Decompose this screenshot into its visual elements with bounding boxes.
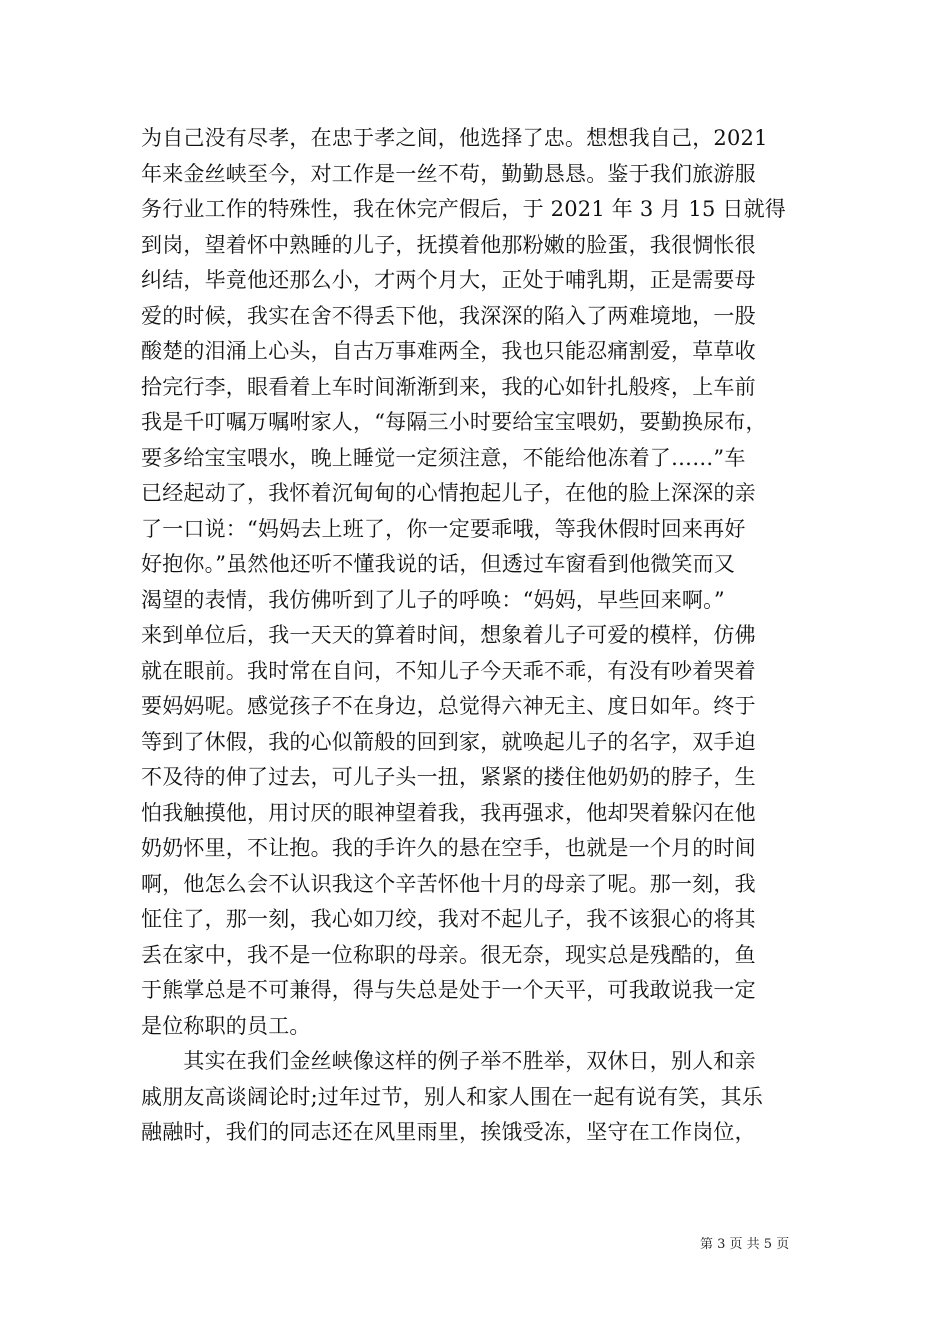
text-line: 丢在家中，我不是一位称职的母亲。很无奈，现实总是残酷的，鱼 <box>141 942 756 967</box>
text-line: 戚朋友高谈阔论时;过年过节，别人和家人围在一起有说有笑，其乐 <box>141 1084 764 1109</box>
text-line: 不及待的伸了过去，可儿子头一扭，紧紧的搂住他奶奶的脖子，生 <box>141 765 756 789</box>
text-line: 奶奶怀里，不让抱。我的手许久的悬在空手，也就是一个月的时间 <box>141 836 756 860</box>
text-line: 来到单位后，我一天天的算着时间，想象着儿子可爱的模样，仿佛 <box>141 623 756 647</box>
page-number: 第 3 页 共 5 页 <box>700 1237 790 1252</box>
text-line: 年来金丝峡至今，对工作是一丝不苟，勤勤恳恳。鉴于我们旅游服 <box>141 161 756 186</box>
text-line: 就在眼前。我时常在自问，不知儿子今天乖不乖，有没有吵着哭着 <box>141 658 756 683</box>
text-line: 好抱你。”虽然他还听不懂我说的话，但透过车窗看到他微笑而又 <box>141 552 736 576</box>
text-line: 怔住了，那一刻，我心如刀绞，我对不起儿子，我不该狠心的将其 <box>141 907 756 931</box>
text-line: 于熊掌总是不可兼得，得与失总是处于一个天平，可我敢说我一定 <box>141 978 756 1002</box>
text-line: 渴望的表情，我仿佛听到了儿子的呼唤：“妈妈，早些回来啊。” <box>141 587 725 612</box>
text-line: 我是千叮嘱万嘱咐家人，“每隔三小时要给宝宝喂奶，要勤换尿布， <box>141 410 767 434</box>
text-line: 是位称职的员工。 <box>141 1013 311 1038</box>
text-line: 为自己没有尽孝，在忠于孝之间，他选择了忠。想想我自己，2021 <box>141 126 768 150</box>
text-line: 啊，他怎么会不认识我这个辛苦怀他十月的母亲了呢。那一刻，我 <box>141 871 756 896</box>
text-line: 融融时，我们的同志还在风里雨里，挨饿受冻，坚守在工作岗位， <box>141 1120 756 1144</box>
body-text <box>141 121 821 1151</box>
text-line: 务行业工作的特殊性，我在休完产假后，于 2021 年 3 月 15 日就得 <box>141 197 786 221</box>
text-line: 要妈妈呢。感觉孩子不在身边，总觉得六神无主、度日如年。终于 <box>141 694 756 718</box>
text-line: 纠结，毕竟他还那么小，才两个月大，正处于哺乳期，正是需要母 <box>141 268 756 292</box>
text-line: 其实在我们金丝峡像这样的例子举不胜举，双休日，别人和亲 <box>141 1049 756 1073</box>
text-line: 已经起动了，我怀着沉甸甸的心情抱起儿子，在他的脸上深深的亲 <box>141 481 756 505</box>
text-line: 到岗，望着怀中熟睡的儿子，抚摸着他那粉嫩的脸蛋，我很惆怅很 <box>141 232 756 257</box>
text-line: 酸楚的泪涌上心头，自古万事难两全，我也只能忍痛割爱，草草收 <box>141 339 756 363</box>
text-line: 等到了休假，我的心似箭般的回到家，就唤起儿子的名字，双手迫 <box>141 729 756 754</box>
text-line: 要多给宝宝喂水，晚上睡觉一定须注意，不能给他冻着了……”车 <box>141 445 746 470</box>
text-line: 了一口说：“妈妈去上班了，你一定要乖哦，等我休假时回来再好 <box>141 516 746 541</box>
text-line: 爱的时候，我实在舍不得丢下他，我深深的陷入了两难境地，一股 <box>141 303 756 328</box>
text-line: 拾完行李，眼看着上车时间渐渐到来，我的心如针扎般疼，上车前 <box>141 374 756 399</box>
text-line: 怕我触摸他，用讨厌的眼神望着我，我再强求，他却哭着躲闪在他 <box>141 800 756 825</box>
